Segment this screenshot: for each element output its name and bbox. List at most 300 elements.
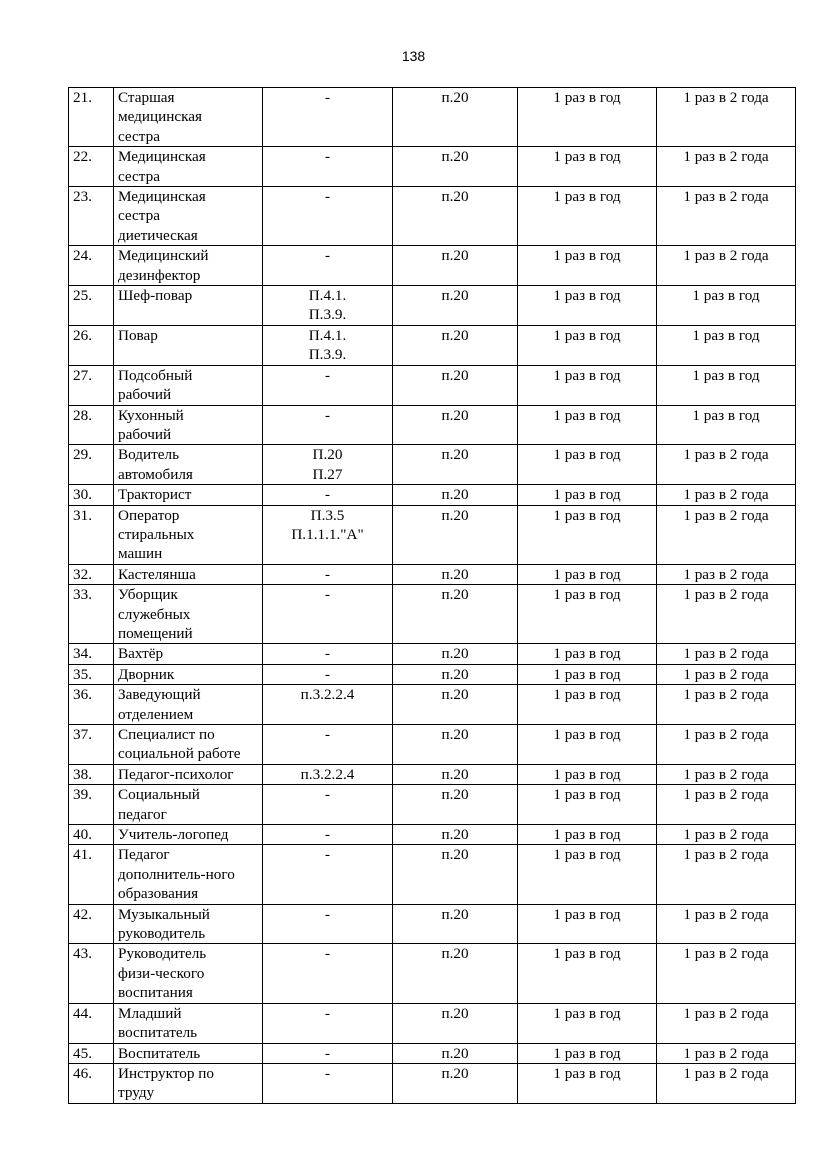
periodicity-cell-text: 1 раз в 2 года [683, 665, 769, 683]
periodicity-cell [657, 664, 796, 684]
periodicity-cell [657, 246, 796, 286]
reference-cell-text: - [324, 1064, 331, 1082]
row-number-cell-text: 26. [73, 326, 92, 344]
clause-cell-text: п.20 [441, 247, 469, 265]
periodicity-cell-text: 1 раз в 2 года [683, 188, 769, 206]
position-title-cell-text: Подсобный рабочий [118, 366, 193, 404]
position-title-cell-text: Оператор стиральных машин [118, 506, 195, 563]
reference-cell-text: п.3.2.2.4 [300, 765, 355, 783]
position-title-cell [114, 1063, 263, 1103]
reference-cell [263, 246, 393, 286]
clause-cell [393, 246, 518, 286]
reference-cell [263, 764, 393, 784]
reference-cell-text: П.3.5 П.1.1.1."А" [291, 506, 364, 543]
frequency-cell [518, 147, 657, 187]
row-number-cell [69, 904, 114, 944]
row-number-cell-text: 34. [73, 645, 92, 663]
row-number-cell [69, 365, 114, 405]
table-row [69, 564, 796, 584]
table-row [69, 88, 796, 147]
table-row [69, 1063, 796, 1103]
frequency-cell [518, 1003, 657, 1043]
row-number-cell [69, 585, 114, 644]
clause-cell [393, 564, 518, 584]
row-number-cell [69, 1043, 114, 1063]
row-number-cell-text: 40. [73, 826, 92, 844]
periodicity-cell-text: 1 раз в 2 года [683, 486, 769, 504]
frequency-cell-text: 1 раз в год [553, 366, 621, 384]
table-row [69, 325, 796, 365]
clause-cell [393, 187, 518, 246]
frequency-cell [518, 585, 657, 644]
clause-cell-text: п.20 [441, 586, 469, 604]
row-number-cell [69, 286, 114, 326]
frequency-cell-text: 1 раз в год [553, 446, 621, 464]
periodicity-cell-text: 1 раз в год [692, 406, 760, 424]
reference-cell [263, 944, 393, 1003]
table-row [69, 147, 796, 187]
frequency-cell-text: 1 раз в год [553, 565, 621, 583]
periodicity-cell [657, 785, 796, 825]
position-title-cell [114, 904, 263, 944]
row-number-cell [69, 505, 114, 564]
periodicity-cell [657, 1003, 796, 1043]
position-title-cell [114, 845, 263, 904]
position-title-cell [114, 286, 263, 326]
table-row [69, 365, 796, 405]
periodicity-cell-text: 1 раз в 2 года [683, 765, 769, 783]
frequency-cell [518, 764, 657, 784]
frequency-cell-text: 1 раз в год [553, 326, 621, 344]
periodicity-cell-text: 1 раз в год [692, 326, 760, 344]
reference-cell [263, 725, 393, 765]
table-row [69, 725, 796, 765]
reference-cell-text: - [324, 905, 331, 923]
frequency-cell [518, 246, 657, 286]
reference-cell-text: П.4.1. П.3.9. [308, 326, 347, 364]
clause-cell-text: п.20 [441, 188, 469, 206]
reference-cell-text: - [324, 726, 331, 743]
row-number-cell-text: 42. [73, 905, 92, 923]
reference-cell [263, 785, 393, 825]
reference-cell [263, 1043, 393, 1063]
frequency-cell [518, 505, 657, 564]
frequency-cell [518, 664, 657, 684]
periodicity-cell-text: 1 раз в 2 года [683, 586, 769, 604]
frequency-cell-text: 1 раз в год [553, 188, 621, 206]
clause-cell-text: п.20 [441, 905, 469, 923]
frequency-cell-text: 1 раз в год [553, 586, 621, 604]
position-title-cell-text: Педагог дополнитель-ного образования [118, 846, 235, 903]
reference-cell [263, 904, 393, 944]
periodicity-cell [657, 286, 796, 326]
row-number-cell-text: 46. [73, 1064, 92, 1082]
position-title-cell [114, 825, 263, 845]
row-number-cell [69, 685, 114, 725]
row-number-cell [69, 825, 114, 845]
position-title-cell-text: Шеф-повар [118, 287, 193, 305]
frequency-cell [518, 825, 657, 845]
position-title-cell-text: Повар [118, 326, 158, 344]
position-title-cell [114, 785, 263, 825]
reference-cell [263, 147, 393, 187]
frequency-cell-text: 1 раз в год [553, 287, 621, 305]
frequency-cell-text: 1 раз в год [553, 148, 621, 166]
position-title-cell [114, 246, 263, 286]
position-title-cell-text: Старшая медицинская сестра [118, 89, 203, 145]
clause-cell-text: п.20 [441, 765, 469, 783]
periodicity-cell [657, 405, 796, 445]
frequency-cell-text: 1 раз в год [553, 1064, 621, 1082]
table-row [69, 944, 796, 1003]
clause-cell-text: п.20 [441, 486, 469, 504]
frequency-cell [518, 944, 657, 1003]
frequency-cell-text: 1 раз в год [553, 406, 621, 424]
reference-cell [263, 585, 393, 644]
position-title-cell [114, 485, 263, 505]
position-title-cell-text: Специалист по социальной работе [118, 726, 241, 763]
clause-cell-text: п.20 [441, 786, 469, 804]
position-title-cell-text: Инструктор по труду [118, 1064, 214, 1102]
frequency-cell [518, 286, 657, 326]
reference-cell [263, 485, 393, 505]
reference-cell-text: - [324, 645, 331, 663]
table-row [69, 904, 796, 944]
position-title-cell-text: Социальный педагог [118, 786, 200, 823]
row-number-cell-text: 23. [73, 188, 92, 206]
position-title-cell-text: Дворник [118, 665, 175, 683]
clause-cell-text: п.20 [441, 287, 469, 305]
row-number-cell [69, 1063, 114, 1103]
periodicity-cell-text: 1 раз в 2 года [683, 726, 769, 743]
position-title-cell [114, 764, 263, 784]
periodicity-cell-text: 1 раз в 2 года [683, 506, 769, 524]
position-title-cell [114, 1003, 263, 1043]
position-title-cell [114, 944, 263, 1003]
reference-cell [263, 286, 393, 326]
frequency-cell [518, 365, 657, 405]
position-title-cell-text: Музыкальный руководитель [118, 905, 210, 943]
row-number-cell [69, 845, 114, 904]
row-number-cell-text: 33. [73, 586, 92, 604]
frequency-cell [518, 845, 657, 904]
position-title-cell-text: Учитель-логопед [118, 826, 229, 844]
position-title-cell [114, 445, 263, 485]
table-row [69, 445, 796, 485]
clause-cell [393, 904, 518, 944]
periodicity-cell [657, 825, 796, 845]
periodicity-cell [657, 845, 796, 904]
position-title-cell-text: Руководитель физи-ческого воспитания [118, 945, 207, 1002]
periodicity-cell [657, 644, 796, 664]
periodicity-cell [657, 1063, 796, 1103]
frequency-cell [518, 1043, 657, 1063]
position-title-cell-text: Уборщик служебных помещений [118, 586, 193, 642]
clause-cell [393, 785, 518, 825]
clause-cell-text: п.20 [441, 148, 469, 166]
clause-cell [393, 585, 518, 644]
frequency-cell-text: 1 раз в год [553, 826, 621, 844]
reference-cell [263, 325, 393, 365]
reference-cell-text: - [324, 1004, 331, 1022]
reference-cell-text: - [324, 565, 331, 583]
reference-cell-text: п.3.2.2.4 [300, 686, 355, 704]
clause-cell [393, 485, 518, 505]
reference-cell-text: - [324, 148, 331, 166]
row-number-cell-text: 35. [73, 665, 92, 683]
row-number-cell [69, 1003, 114, 1043]
reference-cell [263, 187, 393, 246]
table-body [69, 88, 796, 1104]
periodicity-cell-text: 1 раз в 2 года [683, 1064, 769, 1082]
row-number-cell [69, 644, 114, 664]
clause-cell [393, 88, 518, 147]
clause-cell [393, 147, 518, 187]
table-row [69, 286, 796, 326]
reference-cell [263, 825, 393, 845]
frequency-cell [518, 1063, 657, 1103]
table-row [69, 246, 796, 286]
reference-cell [263, 685, 393, 725]
frequency-cell-text: 1 раз в год [553, 786, 621, 804]
reference-cell-text: - [324, 89, 331, 106]
reference-cell-text: - [324, 247, 331, 265]
clause-cell-text: п.20 [441, 1064, 469, 1082]
position-title-cell [114, 644, 263, 664]
position-title-cell-text: Тракторист [118, 486, 192, 504]
frequency-cell [518, 564, 657, 584]
table-row [69, 1043, 796, 1063]
periodicity-cell [657, 764, 796, 784]
periodicity-cell [657, 944, 796, 1003]
periodicity-cell-text: 1 раз в год [692, 287, 760, 305]
frequency-cell-text: 1 раз в год [553, 247, 621, 265]
periodicity-cell-text: 1 раз в 2 года [683, 565, 769, 583]
reference-cell-text: - [324, 846, 331, 864]
clause-cell-text: п.20 [441, 406, 469, 424]
clause-cell-text: п.20 [441, 326, 469, 344]
clause-cell-text: п.20 [441, 446, 469, 464]
periodicity-cell [657, 1043, 796, 1063]
reference-cell [263, 505, 393, 564]
periodicity-cell-text: 1 раз в 2 года [683, 686, 769, 704]
periodicity-cell [657, 147, 796, 187]
clause-cell [393, 1003, 518, 1043]
row-number-cell-text: 24. [73, 247, 92, 265]
reference-cell [263, 405, 393, 445]
periodicity-cell [657, 485, 796, 505]
table-row [69, 785, 796, 825]
position-title-cell [114, 664, 263, 684]
periodicity-cell [657, 585, 796, 644]
frequency-cell-text: 1 раз в год [553, 665, 621, 683]
table-row [69, 664, 796, 684]
position-title-cell [114, 725, 263, 765]
periodicity-cell [657, 187, 796, 246]
table-row [69, 845, 796, 904]
clause-cell-text: п.20 [441, 1004, 469, 1022]
clause-cell [393, 505, 518, 564]
reference-cell [263, 664, 393, 684]
periodicity-cell-text: 1 раз в 2 года [683, 148, 769, 166]
clause-cell-text: п.20 [441, 826, 469, 844]
clause-cell [393, 286, 518, 326]
clause-cell-text: п.20 [441, 565, 469, 583]
row-number-cell [69, 88, 114, 147]
row-number-cell [69, 445, 114, 485]
position-title-cell-text: Медицинская сестра [118, 148, 206, 185]
reference-cell-text: П.20 П.27 [312, 446, 343, 483]
clause-cell-text: п.20 [441, 665, 469, 683]
position-title-cell-text: Младший воспитатель [118, 1004, 198, 1042]
table-row [69, 585, 796, 644]
row-number-cell-text: 39. [73, 786, 92, 804]
row-number-cell-text: 36. [73, 686, 92, 704]
periodicity-cell [657, 564, 796, 584]
reference-cell-text: - [324, 945, 331, 963]
row-number-cell-text: 27. [73, 366, 92, 384]
row-number-cell-text: 44. [73, 1004, 92, 1022]
table-row [69, 1003, 796, 1043]
table-row [69, 187, 796, 246]
row-number-cell-text: 28. [73, 406, 92, 424]
periodicity-cell [657, 505, 796, 564]
clause-cell [393, 325, 518, 365]
reference-cell-text: - [324, 366, 331, 384]
position-title-cell [114, 1043, 263, 1063]
clause-cell-text: п.20 [441, 1044, 469, 1062]
frequency-cell-text: 1 раз в год [553, 945, 621, 963]
clause-cell [393, 664, 518, 684]
frequency-cell [518, 485, 657, 505]
periodicity-cell-text: 1 раз в 2 года [683, 945, 769, 963]
clause-cell [393, 825, 518, 845]
row-number-cell-text: 38. [73, 765, 92, 783]
row-number-cell [69, 664, 114, 684]
position-title-cell-text: Кухонный рабочий [118, 406, 184, 443]
periodicity-cell-text: 1 раз в 2 года [683, 446, 769, 464]
periodicity-cell-text: 1 раз в 2 года [683, 89, 769, 106]
reference-cell-text: - [324, 826, 331, 844]
row-number-cell [69, 405, 114, 445]
frequency-cell-text: 1 раз в год [553, 1044, 621, 1062]
periodicity-cell-text: 1 раз в 2 года [683, 786, 769, 804]
row-number-cell-text: 37. [73, 726, 92, 743]
reference-cell-text: - [324, 786, 331, 804]
reference-cell [263, 845, 393, 904]
reference-cell [263, 1003, 393, 1043]
position-title-cell [114, 685, 263, 725]
frequency-cell-text: 1 раз в год [553, 846, 621, 864]
clause-cell-text: п.20 [441, 945, 469, 963]
row-number-cell-text: 30. [73, 486, 92, 504]
position-title-cell [114, 325, 263, 365]
clause-cell [393, 405, 518, 445]
frequency-cell-text: 1 раз в год [553, 686, 621, 704]
frequency-cell [518, 187, 657, 246]
periodicity-cell [657, 365, 796, 405]
document-table [68, 87, 796, 1104]
periodicity-cell-text: 1 раз в 2 года [683, 1004, 769, 1022]
position-title-cell [114, 365, 263, 405]
table-row [69, 485, 796, 505]
position-title-cell-text: Кастелянша [118, 565, 196, 583]
row-number-cell [69, 187, 114, 246]
frequency-cell-text: 1 раз в год [553, 506, 621, 524]
clause-cell-text: п.20 [441, 366, 469, 384]
table-row [69, 825, 796, 845]
position-title-cell-text: Воспитатель [118, 1044, 201, 1062]
row-number-cell-text: 21. [73, 89, 92, 106]
frequency-cell [518, 644, 657, 664]
row-number-cell-text: 43. [73, 945, 92, 963]
row-number-cell [69, 764, 114, 784]
frequency-cell-text: 1 раз в год [553, 905, 621, 923]
row-number-cell-text: 41. [73, 846, 92, 864]
frequency-cell-text: 1 раз в год [553, 726, 621, 743]
frequency-cell-text: 1 раз в год [553, 89, 621, 106]
position-title-cell [114, 564, 263, 584]
row-number-cell [69, 785, 114, 825]
clause-cell-text: п.20 [441, 506, 469, 524]
reference-cell-text: - [324, 1044, 331, 1062]
periodicity-cell-text: 1 раз в 2 года [683, 826, 769, 844]
position-title-cell [114, 187, 263, 246]
clause-cell [393, 1063, 518, 1103]
position-title-cell [114, 88, 263, 147]
clause-cell [393, 845, 518, 904]
position-title-cell [114, 147, 263, 187]
row-number-cell-text: 29. [73, 446, 92, 464]
clause-cell-text: п.20 [441, 846, 469, 864]
frequency-cell [518, 88, 657, 147]
frequency-cell-text: 1 раз в год [553, 1004, 621, 1022]
frequency-cell [518, 685, 657, 725]
reference-cell-text: - [324, 665, 331, 683]
position-title-cell-text: Медицинский дезинфектор [118, 247, 209, 284]
frequency-cell [518, 325, 657, 365]
row-number-cell-text: 22. [73, 148, 92, 166]
row-number-cell [69, 325, 114, 365]
reference-cell [263, 88, 393, 147]
clause-cell [393, 1043, 518, 1063]
table-row [69, 644, 796, 664]
reference-cell [263, 445, 393, 485]
row-number-cell [69, 246, 114, 286]
clause-cell [393, 944, 518, 1003]
reference-cell [263, 564, 393, 584]
row-number-cell-text: 45. [73, 1044, 92, 1062]
clause-cell [393, 725, 518, 765]
reference-cell-text: - [324, 586, 331, 604]
frequency-cell [518, 904, 657, 944]
position-title-cell [114, 405, 263, 445]
row-number-cell [69, 147, 114, 187]
position-title-cell [114, 505, 263, 564]
row-number-cell [69, 725, 114, 765]
reference-cell [263, 644, 393, 664]
position-title-cell [114, 585, 263, 644]
periodicity-cell [657, 725, 796, 765]
clause-cell [393, 644, 518, 664]
position-title-cell-text: Заведующий отделением [118, 686, 201, 723]
table-row [69, 505, 796, 564]
reference-cell-text: - [324, 188, 331, 206]
frequency-cell [518, 445, 657, 485]
periodicity-cell-text: 1 раз в 2 года [683, 846, 769, 864]
row-number-cell [69, 564, 114, 584]
clause-cell [393, 764, 518, 784]
